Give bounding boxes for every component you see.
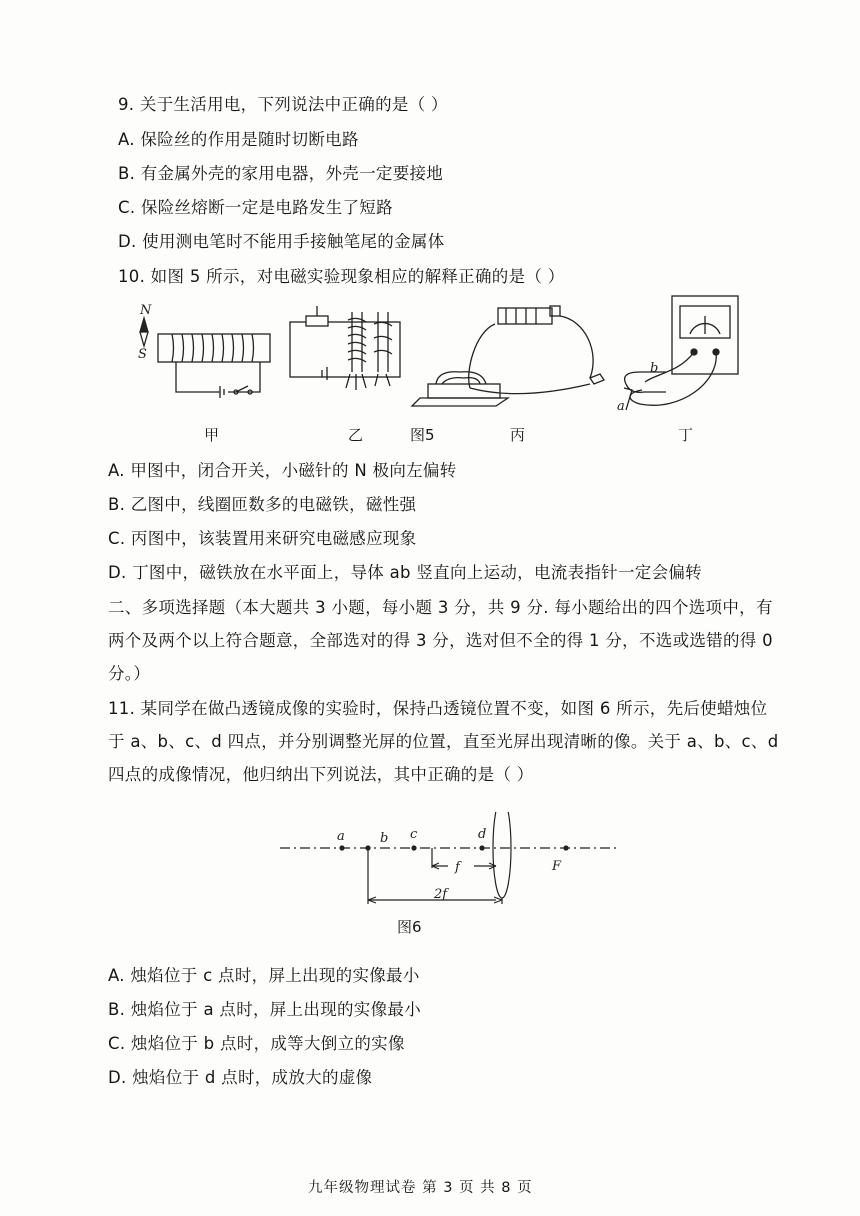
figure-5-ding bbox=[617, 296, 738, 414]
figure-5-jia bbox=[138, 303, 270, 398]
section-2-line-2: 两个及两个以上符合题意，全部选对的得 3 分，选对但不全的得 1 分，不选或选错的得 0 bbox=[108, 631, 773, 650]
figure-5-yi bbox=[290, 306, 400, 390]
q11-option-c: C. 烛焰位于 b 点时，成等大倒立的实像 bbox=[108, 1034, 405, 1053]
q11-option-d: D. 烛焰位于 d 点时，成放大的虚像 bbox=[108, 1068, 373, 1087]
label-a: a bbox=[337, 829, 345, 844]
q9-option-a: A. 保险丝的作用是随时切断电路 bbox=[118, 130, 359, 149]
figure-5-label-ding: 丁 bbox=[678, 426, 694, 444]
q11-line-1: 11. 某同学在做凸透镜成像的实验时，保持凸透镜位置不变，如图 6 所示，先后使蜡烛位 bbox=[108, 699, 768, 718]
q10-option-d: D. 丁图中，磁铁放在水平面上，导体 ab 竖直向上运动，电流表指针一定会偏转 bbox=[108, 563, 702, 582]
point-d bbox=[479, 845, 484, 850]
label-f-distance: f bbox=[455, 860, 460, 875]
wire-b-label: b bbox=[650, 361, 659, 376]
figure-5-label-bing: 丙 bbox=[510, 426, 526, 444]
point-a bbox=[339, 845, 344, 850]
figure-6-caption: 图6 bbox=[397, 918, 422, 936]
section-2-line-1: 二、多项选择题（本大题共 3 小题，每小题 3 分，共 9 分. 每小题给出的四个选项中，有 bbox=[108, 598, 773, 617]
q9-option-d: D. 使用测电笔时不能用手接触笔尾的金属体 bbox=[118, 232, 445, 251]
q11-option-a: A. 烛焰位于 c 点时，屏上出现的实像最小 bbox=[108, 966, 420, 985]
point-b bbox=[365, 845, 370, 850]
figure-5-label-jia: 甲 bbox=[204, 426, 220, 444]
q11-line-2: 于 a、b、c、d 四点，并分别调整光屏的位置，直至光屏出现清晰的像。关于 a、b、c、d bbox=[108, 732, 779, 751]
q10-option-c: C. 丙图中，该装置用来研究电磁感应现象 bbox=[108, 529, 417, 548]
q11-line-3: 四点的成像情况，他归纳出下列说法，其中正确的是（ ） bbox=[108, 765, 534, 784]
wire-a-label: a bbox=[617, 399, 625, 414]
section-2-line-3: 分。） bbox=[108, 664, 151, 683]
label-c: c bbox=[410, 827, 418, 842]
point-f bbox=[563, 845, 568, 850]
q11-option-b: B. 烛焰位于 a 点时，屏上出现的实像最小 bbox=[108, 1000, 422, 1019]
q10-option-a: A. 甲图中，闭合开关，小磁针的 N 极向左偏转 bbox=[108, 461, 457, 480]
q9-stem: 9. 关于生活用电，下列说法中正确的是（ ） bbox=[118, 95, 448, 114]
q10-option-b: B. 乙图中，线圈匝数多的电磁铁，磁性强 bbox=[108, 495, 417, 514]
point-c bbox=[411, 845, 416, 850]
label-b: b bbox=[380, 831, 389, 846]
page-footer: 九年级物理试卷 第 3 页 共 8 页 bbox=[308, 1180, 533, 1196]
q9-option-c: C. 保险丝熔断一定是电路发生了短路 bbox=[118, 198, 393, 217]
figure-5-caption: 图5 bbox=[410, 426, 435, 444]
figure-5-bing bbox=[412, 306, 604, 406]
compass-n-label: N bbox=[140, 303, 152, 318]
label-2f-distance: 2f bbox=[434, 887, 448, 902]
compass-s-label: S bbox=[138, 347, 147, 362]
q10-stem: 10. 如图 5 所示，对电磁实验现象相应的解释正确的是（ ） bbox=[118, 267, 565, 286]
label-d: d bbox=[478, 827, 487, 842]
figure-5 bbox=[120, 292, 760, 417]
label-focal-point: F bbox=[552, 859, 562, 874]
convex-lens bbox=[493, 812, 511, 898]
figure-5-label-yi: 乙 bbox=[348, 426, 364, 444]
figure-6-lens-diagram bbox=[270, 812, 630, 912]
q9-option-b: B. 有金属外壳的家用电器，外壳一定要接地 bbox=[118, 164, 444, 183]
